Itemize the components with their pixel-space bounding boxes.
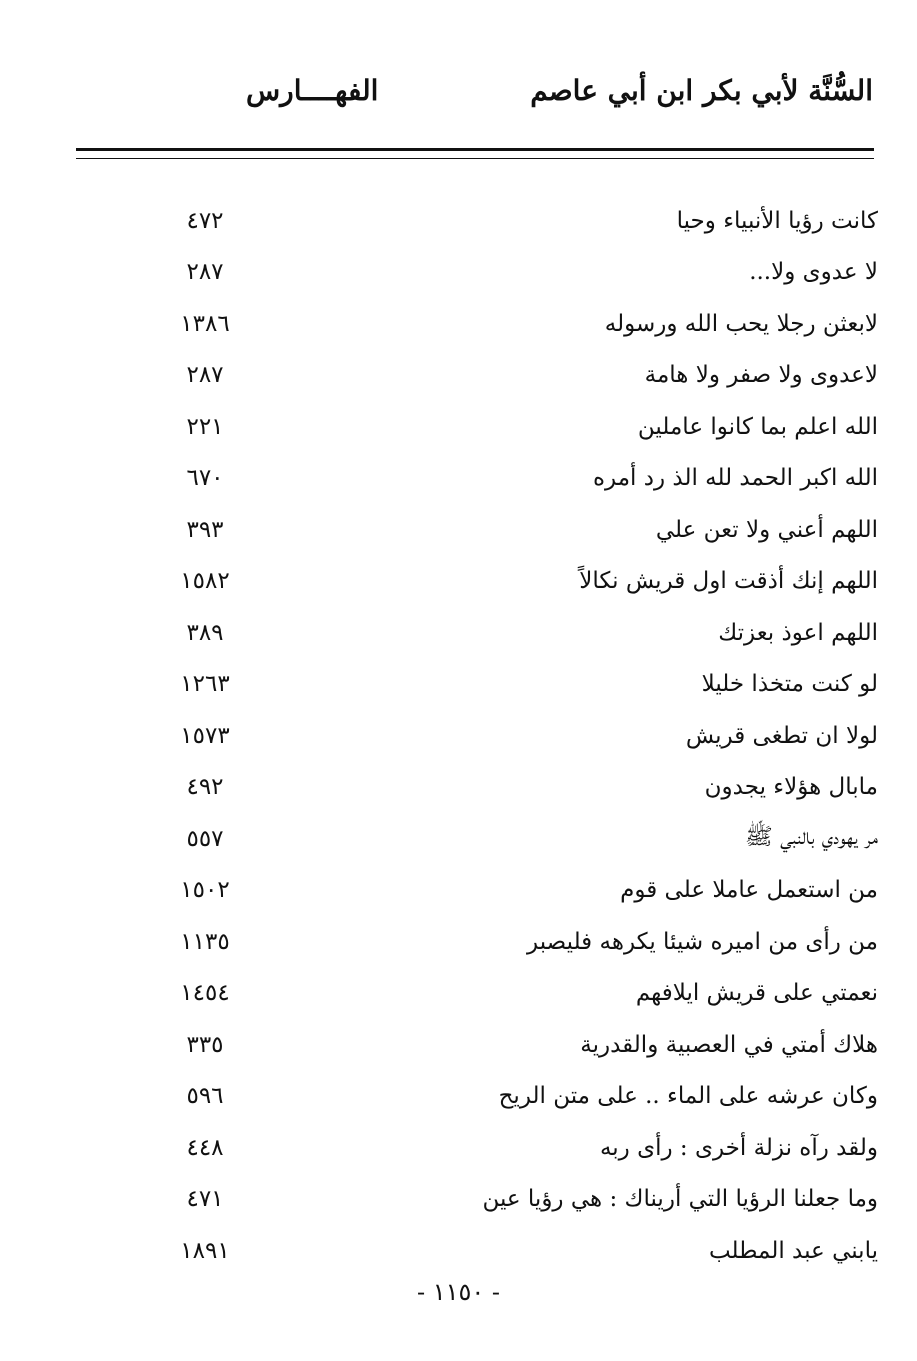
entry-reference-number: ٤٧٢ [186, 207, 224, 234]
header-divider-thin [76, 158, 874, 159]
index-entry [150, 401, 878, 453]
book-title: السُّنَّة لأبي بكر ابن أبي عاصم [530, 74, 873, 107]
entry-text: لولا ان تطغى قريش [685, 722, 878, 749]
index-entry [150, 865, 878, 917]
entry-reference-number: ٣٣٥ [186, 1031, 224, 1058]
index-entry [150, 298, 878, 350]
index-entry [150, 247, 878, 299]
index-entry [150, 916, 878, 968]
entry-text: ولقد رآه نزلة أخرى : رأى ربه [599, 1134, 878, 1161]
entry-text: اللهم اعوذ بعزتك [718, 619, 878, 646]
entry-text: الله اكبر الحمد لله الذ رد أمره [592, 465, 878, 492]
entry-text: يابني عبد المطلب [708, 1237, 878, 1264]
page-number: - ١١٥٠ - [416, 1278, 501, 1306]
index-entry [150, 1071, 878, 1123]
index-entry [150, 1174, 878, 1226]
index-entry [150, 607, 878, 659]
index-entry [150, 453, 878, 505]
entry-text: وما جعلنا الرؤيا التي أريناك : هي رؤيا عين [482, 1186, 878, 1213]
entry-reference-number: ٤٧١ [186, 1186, 224, 1213]
entry-reference-number: ١٥٠٢ [180, 877, 230, 904]
entry-text: من استعمل عاملا على قوم [620, 877, 878, 904]
entry-reference-number: ٦٧٠ [186, 465, 224, 492]
entry-text: مابال هؤلاء يجدون [704, 774, 878, 801]
entry-text: لو كنت متخذا خليلا [701, 671, 878, 698]
index-list [150, 195, 878, 1277]
index-entry [150, 762, 878, 814]
index-entry [150, 556, 878, 608]
index-entry [150, 350, 878, 402]
entry-reference-number: ١٢٦٣ [180, 671, 230, 698]
header-divider-thick [76, 148, 874, 151]
index-entry [150, 968, 878, 1020]
index-entry [150, 659, 878, 711]
index-entry [150, 1225, 878, 1277]
entry-text: نعمتي على قريش ايلافهم [635, 980, 878, 1007]
entry-reference-number: ٤٤٨ [186, 1134, 224, 1161]
entry-reference-number: ١٥٨٢ [180, 568, 230, 595]
entry-reference-number: ٢٨٧ [186, 259, 224, 286]
entry-text: اللهم إنك أذقت اول قريش نكالاً [579, 568, 878, 595]
index-entry [150, 710, 878, 762]
entry-text: لابعثن رجلا يحب الله ورسوله [604, 310, 878, 337]
section-title: الفهــــارس [246, 74, 379, 107]
index-entry [150, 1122, 878, 1174]
entry-reference-number: ٥٩٦ [186, 1083, 224, 1110]
entry-text: الله اعلم بما كانوا عاملين [637, 413, 878, 440]
entry-text: مر يهودي بالنبي ﷺ [744, 823, 878, 850]
index-entry [150, 195, 878, 247]
entry-text: لاعدوى ولا صفر ولا هامة [644, 362, 878, 389]
entry-reference-number: ١٨٩١ [180, 1237, 230, 1264]
entry-text: لا عدوى ولا... [749, 259, 878, 286]
index-entry [150, 813, 878, 865]
entry-text: كانت رؤيا الأنبياء وحيا [676, 207, 878, 234]
entry-reference-number: ٣٨٩ [186, 619, 224, 646]
entry-reference-number: ٢٨٧ [186, 362, 224, 389]
entry-text: وكان عرشه على الماء .. على متن الريح [498, 1083, 878, 1110]
entry-reference-number: ٤٩٢ [186, 774, 224, 801]
entry-reference-number: ٢٢١ [186, 413, 224, 440]
entry-text: هلاك أمتي في العصبية والقدرية [580, 1031, 878, 1058]
entry-reference-number: ٥٥٧ [186, 825, 224, 852]
entry-reference-number: ١١٣٥ [180, 928, 230, 955]
entry-reference-number: ٣٩٣ [186, 516, 224, 543]
index-entry [150, 1019, 878, 1071]
entry-reference-number: ١٣٨٦ [180, 310, 230, 337]
entry-text: اللهم أعني ولا تعن علي [655, 516, 878, 543]
entry-text: من رأى من اميره شيئا يكرهه فليصبر [527, 928, 878, 955]
entry-reference-number: ١٤٥٤ [180, 980, 230, 1007]
entry-reference-number: ١٥٧٣ [180, 722, 230, 749]
index-entry [150, 504, 878, 556]
